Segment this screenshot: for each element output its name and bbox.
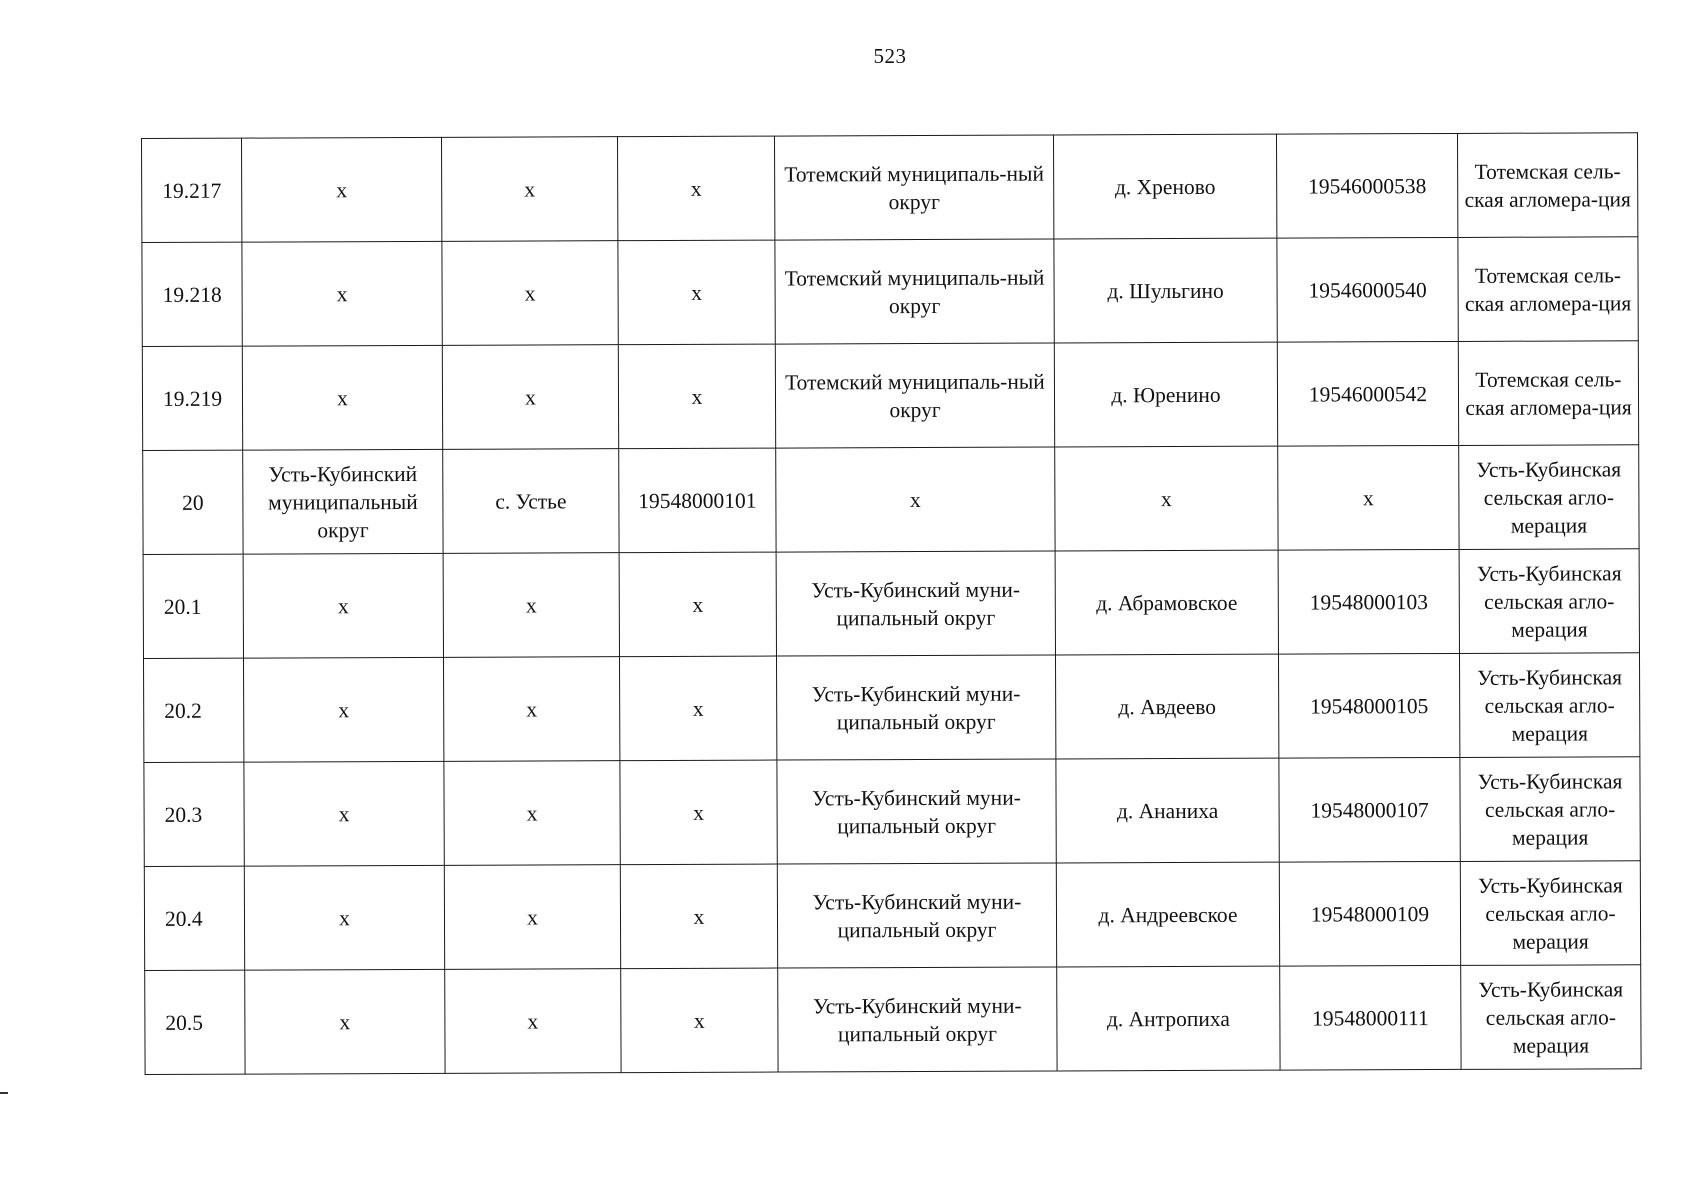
table-row	[142, 237, 1638, 347]
row-number-cell: 20.4	[144, 866, 244, 970]
district-cell: x	[242, 345, 442, 450]
municipality-cell: Усть-Кубинский муни-ципальный округ	[777, 863, 1056, 968]
table-row	[144, 757, 1640, 867]
settlement-code-cell: 19548000105	[1278, 653, 1459, 758]
table-row	[142, 341, 1638, 451]
table-row	[145, 965, 1641, 1075]
center-code-cell: x	[618, 240, 775, 345]
margin-mark	[0, 1092, 8, 1094]
municipality-cell: x	[776, 447, 1055, 552]
district-cell: x	[242, 241, 442, 346]
table-row	[143, 445, 1639, 555]
municipality-cell: Тотемский муниципаль-ный округ	[775, 239, 1054, 344]
settlement-cell: x	[1055, 446, 1278, 551]
center-settlement-cell: x	[442, 241, 618, 346]
settlement-cell: д. Юренино	[1054, 342, 1277, 447]
district-cell: x	[244, 865, 444, 970]
district-cell: x	[242, 137, 442, 242]
district-cell: x	[243, 657, 443, 762]
row-number-cell: 20	[143, 450, 243, 554]
district-cell: x	[244, 761, 444, 866]
settlement-cell: д. Ананиха	[1056, 758, 1279, 863]
center-settlement-cell: x	[443, 657, 619, 762]
row-number-cell: 19.219	[142, 346, 242, 450]
table-row	[143, 653, 1639, 763]
agglomeration-cell: Усть-Кубинская сельская агло-мерация	[1461, 965, 1641, 1070]
agglomeration-cell: Усть-Кубинская сельская агло-мерация	[1460, 757, 1640, 862]
settlements-table	[141, 132, 1642, 1075]
district-cell: Усть-Кубинский муниципальный округ	[243, 449, 443, 554]
agglomeration-cell: Усть-Кубинская сельская агло-мерация	[1459, 549, 1639, 654]
agglomeration-cell: Усть-Кубинская сельская агло-мерация	[1459, 653, 1639, 758]
district-cell: x	[245, 969, 445, 1074]
row-number-cell: 20.3	[144, 762, 244, 866]
center-settlement-cell: x	[445, 969, 621, 1074]
settlement-cell: д. Авдеево	[1055, 654, 1278, 759]
agglomeration-cell: Усть-Кубинская сельская агло-мерация	[1460, 861, 1640, 966]
agglomeration-cell: Тотемская сель-ская агломера-ция	[1457, 133, 1637, 238]
center-settlement-cell: x	[444, 865, 620, 970]
municipality-cell: Усть-Кубинский муни-ципальный округ	[777, 759, 1056, 864]
municipality-cell: Тотемский муниципаль-ный округ	[774, 135, 1053, 240]
table-row	[143, 549, 1639, 659]
table-row	[142, 133, 1638, 243]
center-code-cell: x	[620, 760, 777, 865]
center-settlement-cell: x	[442, 345, 618, 450]
municipality-cell: Тотемский муниципаль-ный округ	[775, 343, 1054, 448]
row-number-cell: 19.218	[142, 242, 242, 346]
settlement-code-cell: 19548000107	[1279, 757, 1460, 862]
center-settlement-cell: x	[444, 761, 620, 866]
row-number-cell: 20.1	[143, 554, 243, 658]
center-settlement-cell: с. Устье	[443, 449, 619, 554]
agglomeration-cell: Усть-Кубинская сельская агло-мерация	[1459, 445, 1639, 550]
settlement-code-cell: 19548000111	[1280, 965, 1461, 1070]
table-row	[144, 861, 1640, 971]
row-number-cell: 20.5	[145, 970, 245, 1074]
settlement-code-cell: 19546000540	[1277, 237, 1458, 342]
page-number: 523	[873, 44, 907, 68]
center-code-cell: x	[619, 656, 776, 761]
settlement-cell: д. Абрамовское	[1055, 550, 1278, 655]
municipality-cell: Усть-Кубинский муни-ципальный округ	[776, 655, 1055, 760]
settlement-code-cell: 19546000538	[1276, 133, 1457, 238]
settlement-code-cell: 19546000542	[1277, 341, 1458, 446]
row-number-cell: 20.2	[143, 658, 243, 762]
settlement-cell: д. Андреевское	[1056, 862, 1279, 967]
municipality-cell: Усть-Кубинский муни-ципальный округ	[776, 551, 1055, 656]
municipality-cell: Усть-Кубинский муни-ципальный округ	[778, 967, 1057, 1072]
center-settlement-cell: x	[441, 137, 617, 242]
center-settlement-cell: x	[443, 553, 619, 658]
agglomeration-cell: Тотемская сель-ская агломера-ция	[1458, 341, 1638, 446]
settlement-code-cell: 19548000109	[1279, 861, 1460, 966]
center-code-cell: x	[618, 344, 775, 449]
center-code-cell: 19548000101	[619, 448, 776, 553]
center-code-cell: x	[619, 552, 776, 657]
center-code-cell: x	[621, 968, 778, 1073]
district-cell: x	[243, 553, 443, 658]
settlement-cell: д. Антропиха	[1057, 966, 1280, 1071]
settlement-cell: д. Хреново	[1053, 134, 1276, 239]
center-code-cell: x	[617, 136, 774, 241]
settlement-code-cell: 19548000103	[1278, 549, 1459, 654]
center-code-cell: x	[620, 864, 777, 969]
settlement-cell: д. Шульгино	[1054, 238, 1277, 343]
settlement-code-cell: x	[1278, 445, 1459, 550]
agglomeration-cell: Тотемская сель-ская агломера-ция	[1458, 237, 1638, 342]
row-number-cell: 19.217	[142, 138, 242, 242]
